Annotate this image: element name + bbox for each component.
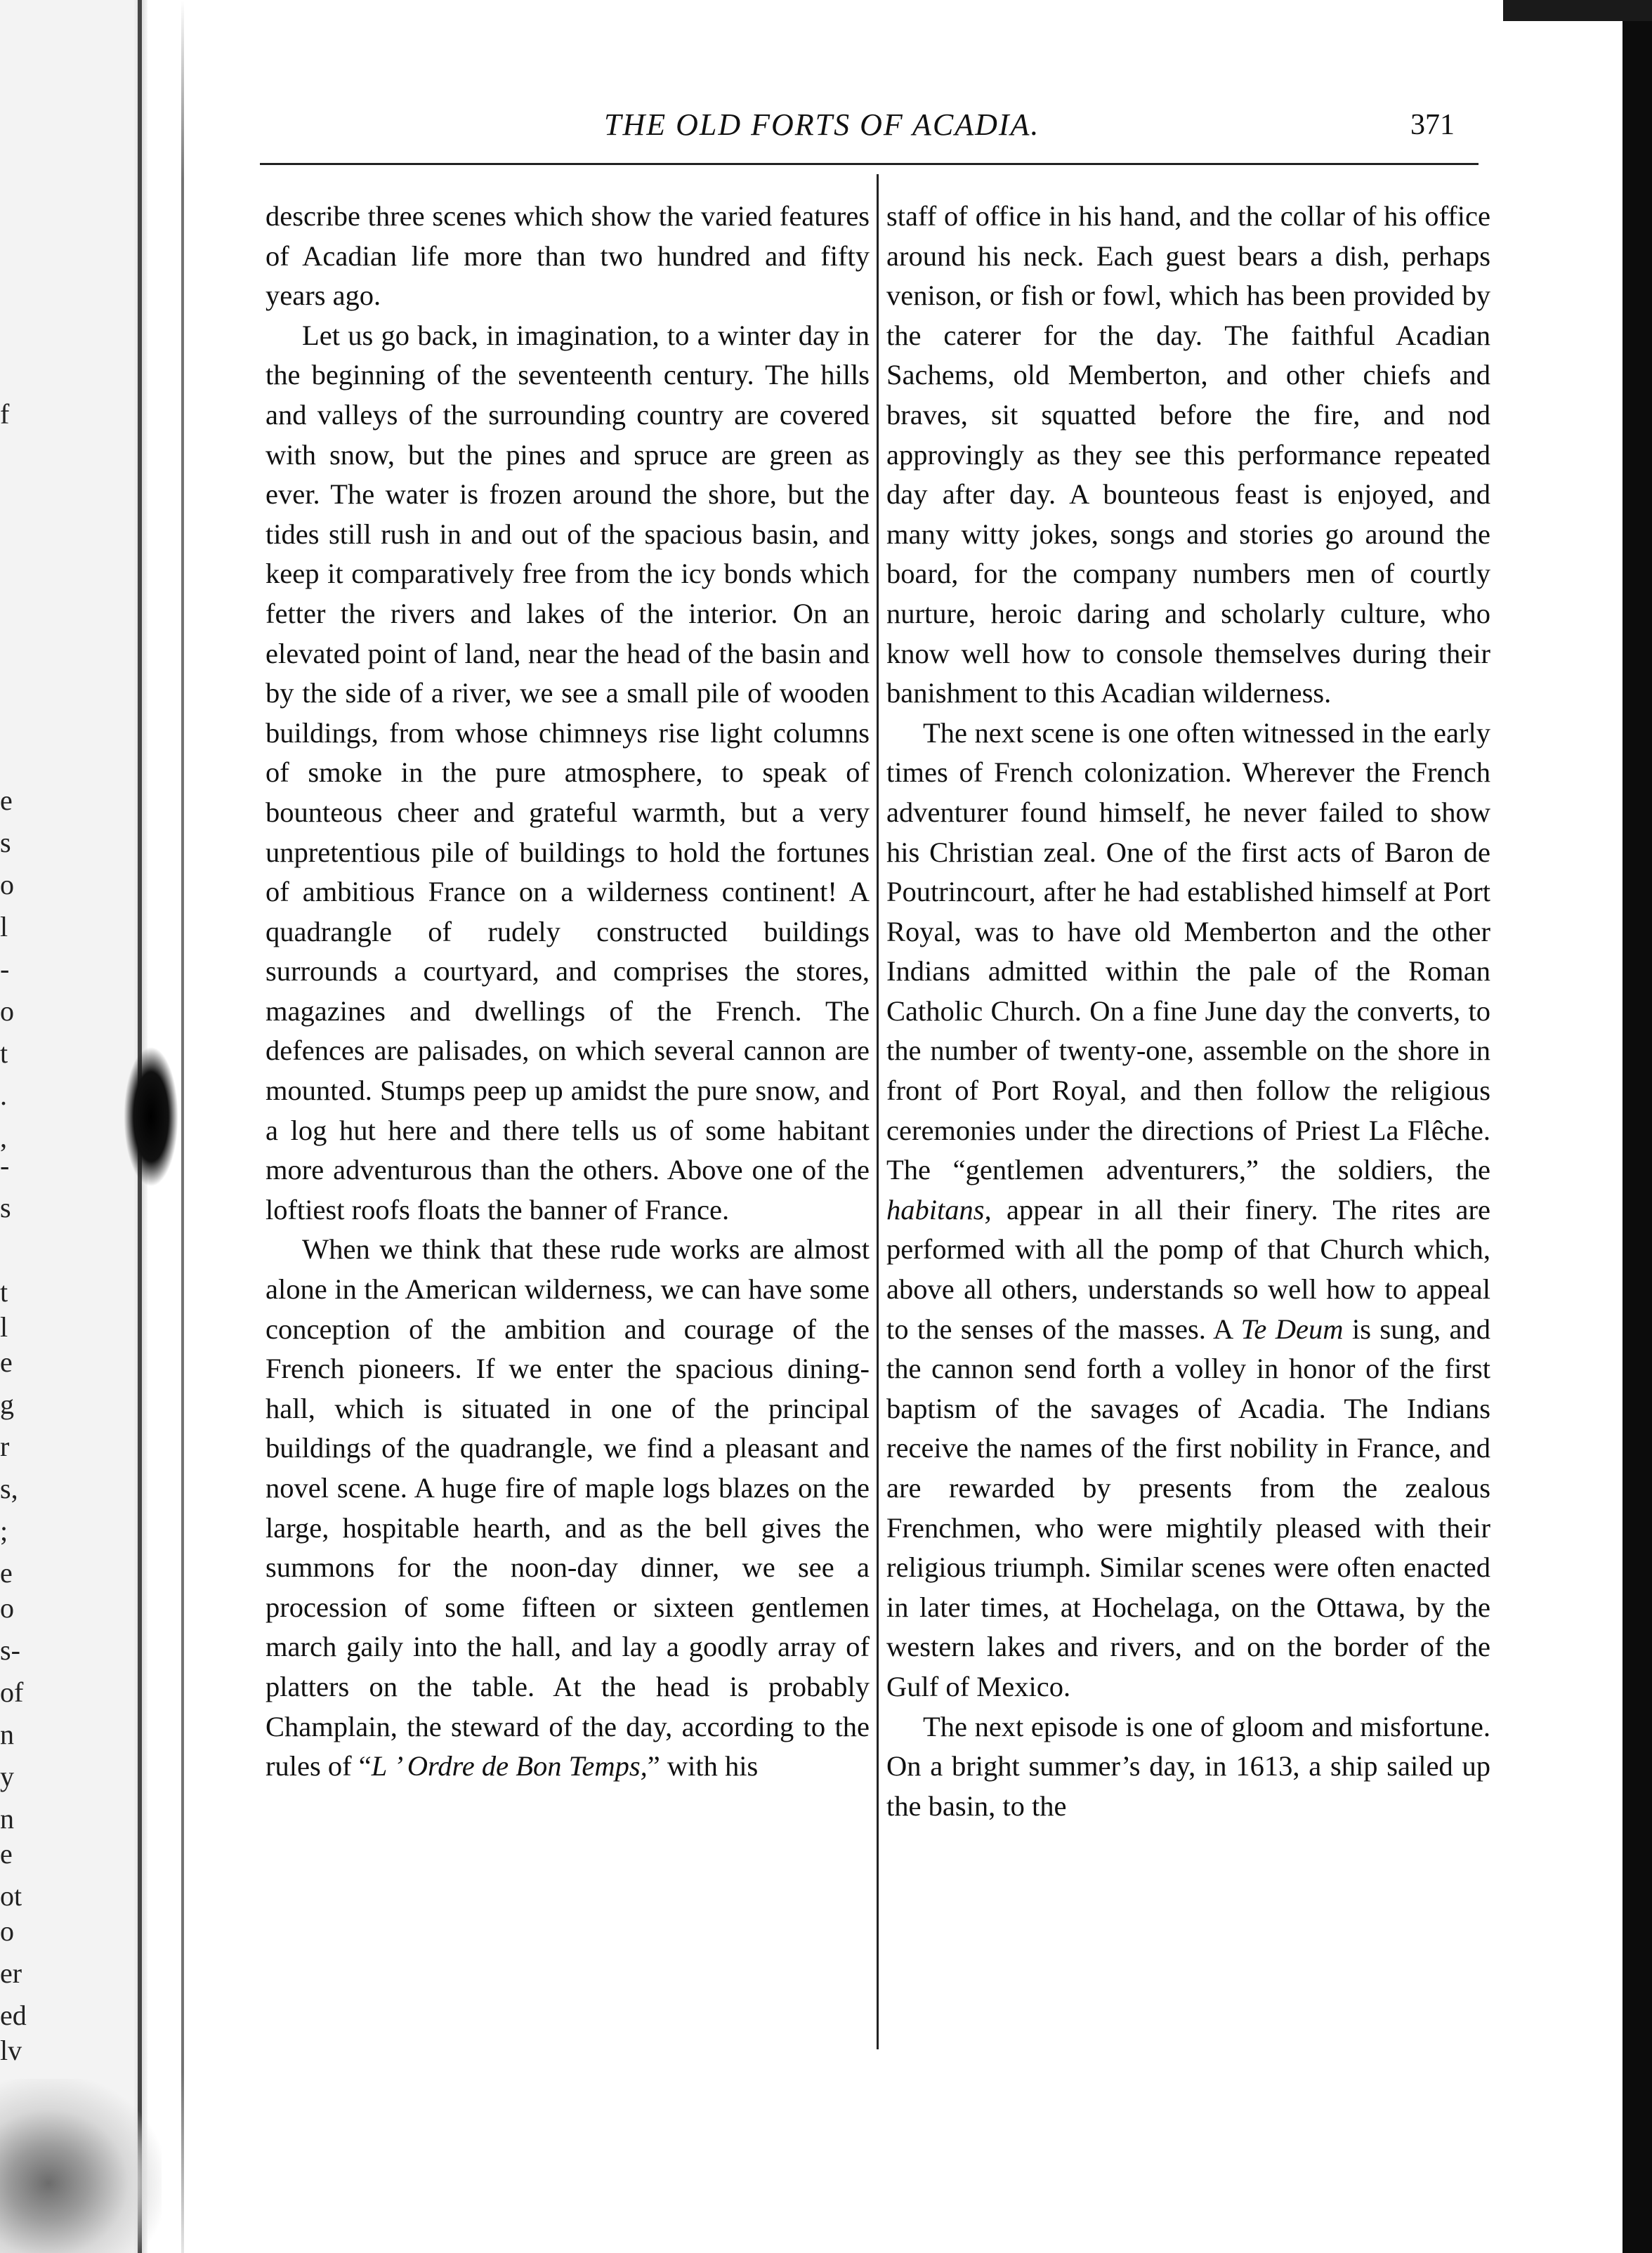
bleed-letter: o [0, 995, 14, 1027]
bleed-letter: - [0, 953, 10, 985]
scan-edge-right [1622, 0, 1652, 2253]
bleed-letter: s, [0, 1473, 18, 1504]
bleed-letter: y [0, 1761, 14, 1792]
paragraph: staff of office in his hand, and the collar of his office around his neck. Each guest bears a dish, perhaps venison, or fish or fowl, which has been provided by the caterer for the day. The faithful Acadian Sachems, old Memberton, and other chiefs and braves, sit squatted before the fire, and nod approvingly as they see this performance repeated day after day. A bounteous feast is enjoyed, and many witty jokes, songs and stories go around the board, for the company numbers men of courtly nurture, heroic daring and scholarly culture, who know well how to console themselves during their banishment to this Acadian wilderness. [886, 200, 1490, 709]
bleed-letter: n [0, 1719, 14, 1750]
right-column [886, 197, 1490, 1826]
italic-title: L ’ Ordre de Bon Temps, [371, 1750, 648, 1782]
bleed-letter: s [0, 827, 11, 858]
bleed-letter: e [0, 1346, 13, 1378]
paragraph: describe three scenes which show the varied features of Acadian life more than two hundred and fifty years ago. [266, 200, 870, 312]
bleed-letter: , [0, 1122, 7, 1153]
bleed-letter: o [0, 1592, 14, 1624]
bleed-letter: o [0, 1915, 14, 1947]
gutter-fold-line [181, 0, 184, 2253]
bleed-letter: o [0, 869, 14, 900]
bleed-letter: e [0, 1838, 13, 1870]
bleed-letter: t [0, 1037, 8, 1069]
bleed-letter: ot [0, 1880, 22, 1912]
paragraph-text: is sung, and the cannon send forth a volley in honor of the first baptism of the savages of Acadia. The Indians receive the names of the first nobility in France, and are rewarded by presents from the zealous Frenchmen, who were mightily pleased with their religious triumph. Similar scenes were often enacted in later times, at Hochelaga, on the Ottawa, by the western lakes and rivers, and on the border of the Gulf of Mexico. [886, 1313, 1490, 1702]
scan-edge-top [1503, 0, 1652, 21]
bleed-letter: g [0, 1388, 14, 1420]
ink-blot [124, 1046, 178, 1187]
bleed-letter: s- [0, 1634, 20, 1666]
corner-stain [0, 2079, 162, 2253]
paragraph-text: appear in all their finery. The rites are performed with all the pomp of that Church which, above all others, understands so well how to appeal to the senses of the masses. A [886, 1193, 1490, 1345]
bleed-letter: l [0, 911, 8, 942]
paragraph-text: ” with his [647, 1750, 759, 1782]
bleed-letter: r [0, 1431, 10, 1462]
bleed-letter: lv [0, 2035, 22, 2066]
bleed-letter: t [0, 1276, 8, 1308]
bleed-letter: e [0, 1557, 13, 1589]
paragraph [266, 1230, 870, 1786]
bleed-letter: s [0, 1192, 11, 1223]
italic-word: habitans, [886, 1193, 992, 1226]
paragraph-text: The next scene is one often witnessed in the early times of French colonization. Wherever the French adventurer found himself, he never failed to show his Christian zeal. One of the first acts of Baron de Poutrincourt, after he had established himself at Port Royal, was to have old Memberton and the other Indians admitted within the pale of the Roman Catholic Church. On a fine June day the converts, to the number of twenty-one, assemble on the shore in front of Port Royal, and then follow the religious ceremonies under the directions of Priest La Flêche. The “gentlemen adventurers,” the soldiers, the [886, 716, 1490, 1186]
paragraph: The next episode is one of gloom and misfortune. On a bright summer’s day, in 1613, a ship sailed up the basin, to the [886, 1710, 1490, 1822]
bleed-letter: ; [0, 1515, 8, 1546]
page-number: 371 [1410, 109, 1455, 141]
paragraph [886, 714, 1490, 1707]
left-column [266, 197, 870, 1787]
bleed-letter: of [0, 1676, 24, 1708]
bleed-letter: n [0, 1803, 14, 1834]
paragraph: Let us go back, in imagination, to a winter day in the beginning of the seventeenth century. The hills and valleys of the surrounding country are covered with snow, but the pines and spruce are green as ever. The water is frozen around the shore, but the tides still rush in and out of the spacious basin, and keep it comparatively free from the icy bonds which fetter the rivers and lakes of the interior. On an elevated point of land, near the head of the basin and by the side of a river, we see a small pile of wooden buildings, from whose chimneys rise light columns of smoke in the pure atmosphere, to speak of bounteous cheer and grateful warmth, but a very unpretentious pile of buildings to hold the fortunes of ambitious France on a wilderness continent! A quadrangle of rudely constructed buildings surrounds a courtyard, and comprises the stores, magazines and dwellings of the French. The defences are palisades, on which several cannon are mounted. Stumps peep up amidst the pure snow, and a log hut here and there tells us of some habitant more adventurous than the others. Above one of the loftiest roofs floats the banner of France. [266, 319, 870, 1226]
bleed-letter: . [0, 1079, 7, 1111]
bleed-letter: er [0, 1957, 22, 1989]
bleed-letter: e [0, 784, 13, 816]
paragraph-text: When we think that these rude works are almost alone in the American wilderness, we can have some conception of the ambition and courage of the French pioneers. If we enter the spacious dining-hall, which is situated in one of the principal buildings of the quadrangle, we find a pleasant and novel scene. A huge fire of maple logs blazes on the large, hospitable hearth, and as the bell gives the summons for the noon-day dinner, we see a procession of some fifteen or sixteen gentlemen march gaily into the hall, and lay a goodly array of platters on the table. At the head is probably Champlain, the steward of the day, according to the rules of “ [266, 1233, 870, 1782]
header-rule [260, 163, 1479, 165]
bleed-letter: ed [0, 1999, 27, 2031]
italic-word: Te Deum [1240, 1313, 1344, 1345]
bleed-letter: - [0, 1150, 10, 1181]
column-divider [877, 174, 879, 2049]
bleed-letter: f [0, 398, 10, 430]
bleed-letter: l [0, 1311, 8, 1343]
running-title: THE OLD FORTS OF ACADIA. [604, 107, 1040, 142]
